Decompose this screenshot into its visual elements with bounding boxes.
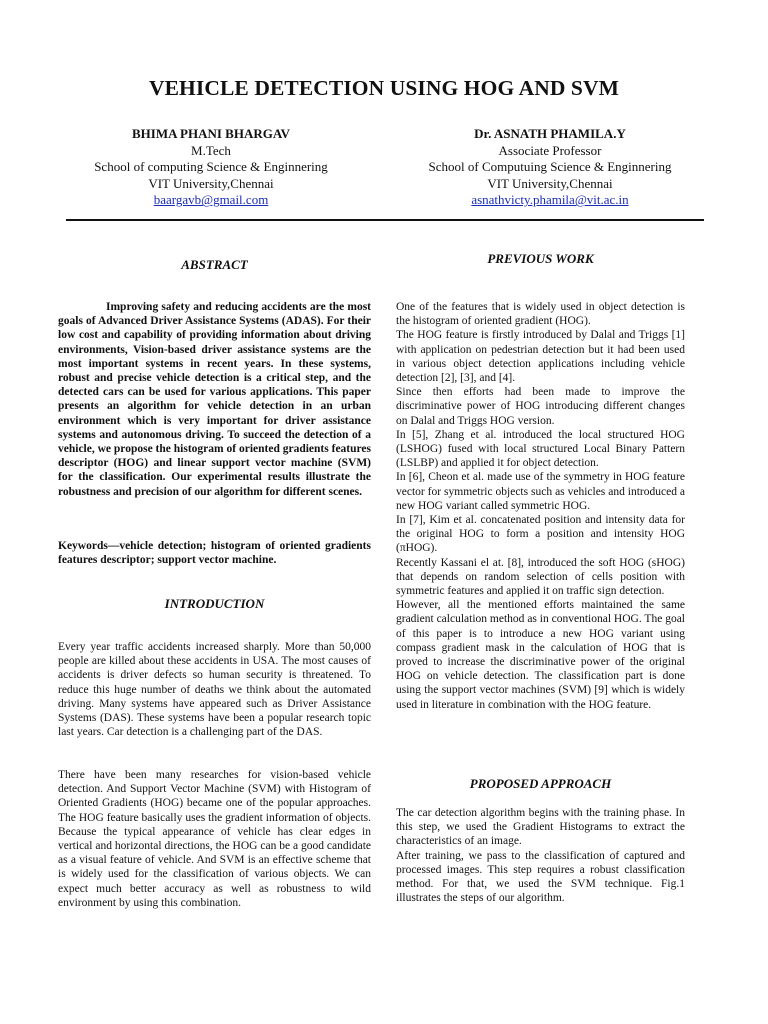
author-email-link[interactable]: baargavb@gmail.com [153, 192, 269, 208]
previous-work-line: Since then efforts had been made to improve the discriminative power of HOG introducing different changes on Dalal and Triggs HOG version. [396, 386, 685, 427]
proposed-approach-text [396, 806, 685, 905]
abstract-heading: ABSTRACT [181, 257, 248, 272]
previous-work-line: However, all the mentioned efforts maintained the same gradient calculation method as in conventional HOG. The goal of this paper is to introduce a new HOG variant using compass gradient mask in the calculation of HOG that is proved to increase the discriminative power of the original HOG on vehicle detection. The classification part is done using the support vector machines (SVM) [9] which is widely used in literature in combination with the HOG feature. [396, 599, 685, 711]
author-degree: Associate Professor [498, 142, 602, 158]
author-email-link[interactable]: asnathvicty.phamila@vit.ac.in [471, 192, 629, 208]
author-university: VIT University,Chennai [487, 175, 613, 191]
author-school: School of computing Science & Enginnering [94, 159, 328, 175]
previous-work-text [396, 300, 685, 712]
author-university: VIT University,Chennai [148, 175, 274, 191]
proposed-approach-line: The car detection algorithm begins with the training phase. In this step, we used the Gradient Histograms to extract the characteristics of an image. [396, 807, 685, 848]
abstract-text: Improving safety and reducing accidents are the most goals of Advanced Driver Assistance Systems (ADAS). For their low cost and capability of providing information about driving environments, Vision-based driver assistance systems are the most important systems in recent years. In these systems, robust and precise vehicle detection is a critical step, and the detected cars can be used for various applications. This paper presents an algorithm for vehicle detection in an urban environment which is very important for driver assistance systems and autonomous driving. To succeed the detection of a vehicle, we propose the histogram of oriented gradients features descriptor (HOG) and linear support vector machine (SVM) for the classification. Our experimental results illustrate the robustness and precision of our algorithm for different scenes. [58, 301, 371, 498]
header-divider [66, 219, 704, 221]
paper-title: VEHICLE DETECTION USING HOG AND SVM [148, 76, 619, 100]
keywords-text: Keywords—vehicle detection; histogram of oriented gradients features descriptor; support vector machine. [58, 540, 371, 567]
previous-work-line: In [7], Kim et al. concatenated position and intensity data for the original HOG to form a position and intensity HOG (πHOG). [396, 514, 685, 555]
author-block-1 [55, 126, 367, 209]
previous-work-heading: PREVIOUS WORK [487, 251, 594, 266]
previous-work-line: Recently Kassani el at. [8], introduced the soft HOG (sHOG) that depends on random selection of cells position with symmetric features and applied it on traffic sign detection. [396, 556, 685, 598]
proposed-approach-line: After training, we pass to the classification of captured and processed images. This step requires a robust classification method. For that, we used the SVM technique. Fig.1 illustrates the steps of our algorithm. [396, 849, 685, 905]
author-name: BHIMA PHANI BHARGAV [132, 126, 290, 141]
proposed-approach-heading: PROPOSED APPROACH [469, 776, 612, 791]
author-degree: M.Tech [191, 142, 231, 158]
introduction-paragraph-2: There have been many researches for vision-based vehicle detection. And Support Vector Machine (SVM) with Histogram of Oriented Gradients (HOG) became one of the popular approaches. The HOG feature basically uses the gradient information of objects. Because the typical appearance of vehicle has clear edges in vertical and horizontal directions, the HOG can be a good candidate as a visual feature of vehicle. And SVM is an effective scheme that is widely used for the classification of various objects. We can expect much better accuracy as well as robustness to wild environment by using this combination. [58, 769, 371, 909]
previous-work-line: In [5], Zhang et al. introduced the local structured HOG (LSHOG) fused with local structured Local Binary Pattern (LSLBP) and applied it for object detection. [396, 428, 685, 470]
introduction-heading: INTRODUCTION [164, 596, 265, 611]
author-name: Dr. ASNATH PHAMILA.Y [474, 126, 626, 141]
previous-work-line: The HOG feature is firstly introduced by Dalal and Triggs [1] with application on pedestrian detection but it had been used in various object detection applications including vehicle detection [2], [3], and [4]. [396, 329, 685, 385]
introduction-paragraph-1: Every year traffic accidents increased sharply. More than 50,000 people are killed about these accidents in USA. The most causes of accidents is driver defects so human security is threatened. To reduce this huge number of deaths we think about the automated driving. Many systems have appeared such as Driver Assistance Systems (DAS). These systems have been a popular research topic last years. Car detection is a challenging part of the DAS. [58, 641, 371, 739]
author-block-2 [395, 126, 705, 209]
previous-work-line: In [6], Cheon et al. made use of the symmetry in HOG feature vector for symmetric objects such as vehicles and introduced a new HOG variant called symmetric HOG. [396, 471, 685, 512]
previous-work-line: One of the features that is widely used in object detection is the histogram of oriented gradient (HOG). [396, 301, 685, 328]
author-school: School of Computuing Science & Enginnering [428, 159, 672, 175]
